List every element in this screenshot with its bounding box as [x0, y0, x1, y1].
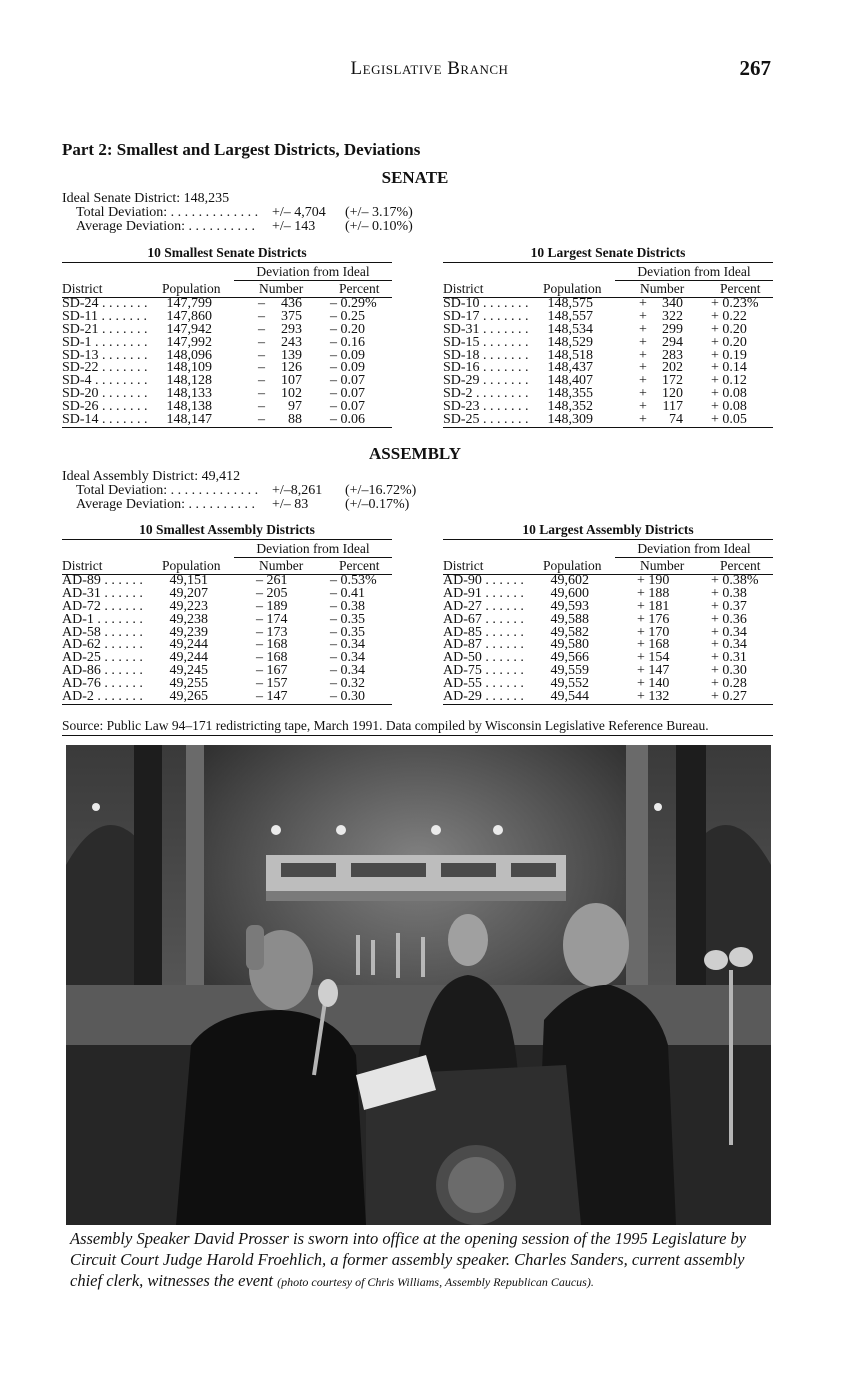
district-cell: SD-16 . . . . . . . [443, 360, 529, 376]
sign-cell: + [639, 308, 647, 324]
district-cell: SD-1 . . . . . . . . [62, 334, 148, 350]
district-header: District [443, 281, 484, 296]
senate-ideal: Ideal Senate District: 148,235 [62, 191, 230, 206]
percent-cell: – 0.34 [330, 650, 365, 666]
percent-cell: – 0.41 [330, 585, 365, 601]
deviation-header: Deviation from Ideal [637, 264, 751, 279]
senate-average-label: Average Deviation: . . . . . . . . . . [76, 219, 255, 234]
assembly-average-label: Average Deviation: . . . . . . . . . . [76, 497, 255, 512]
percent-cell: – 0.38 [330, 598, 365, 614]
number-cell: – 147 [256, 689, 288, 705]
assembly-smallest-table [62, 522, 392, 705]
number-header: Number [640, 558, 685, 573]
population-cell: 49,566 [550, 650, 589, 666]
population-cell: 49,582 [550, 624, 589, 640]
percent-cell: – 0.07 [330, 373, 365, 389]
percent-cell: + 0.27 [711, 689, 747, 705]
number-cell: + 140 [637, 676, 670, 692]
number-cell: – 174 [256, 611, 288, 627]
population-cell: 148,534 [547, 321, 593, 337]
assembly-total-value: +/–8,261 [272, 483, 323, 498]
population-header: Population [543, 558, 602, 573]
population-cell: 148,096 [166, 347, 212, 363]
district-cell: SD-25 . . . . . . . [443, 412, 529, 428]
district-cell: SD-22 . . . . . . . [62, 360, 148, 376]
district-cell: AD-62 . . . . . . [62, 637, 143, 653]
district-cell: AD-89 . . . . . . [62, 573, 143, 588]
sign-cell: + [639, 321, 647, 337]
number-cell: + 181 [637, 598, 670, 614]
number-cell: 172 [662, 373, 683, 389]
number-header: Number [259, 281, 304, 296]
district-cell: SD-17 . . . . . . . [443, 308, 529, 324]
percent-cell: – 0.09 [330, 347, 365, 363]
number-cell: – 167 [256, 663, 288, 679]
percent-cell: + 0.36 [711, 611, 747, 627]
number-cell: + 176 [637, 611, 670, 627]
sign-cell: + [639, 373, 647, 389]
number-cell: – 261 [256, 573, 288, 588]
number-cell: – 168 [256, 637, 288, 653]
table-caption: 10 Largest Senate Districts [530, 245, 686, 260]
sign-cell: – [258, 321, 265, 337]
percent-cell: + 0.28 [711, 676, 747, 692]
number-cell: 293 [281, 321, 302, 337]
number-cell: 102 [281, 386, 302, 402]
percent-cell: + 0.20 [711, 321, 747, 337]
district-cell: SD-29 . . . . . . . [443, 373, 529, 389]
page-number: 267 [739, 56, 771, 80]
table-row [443, 414, 773, 427]
population-cell: 49,600 [550, 585, 589, 601]
district-cell: AD-25 . . . . . . [62, 650, 143, 666]
number-cell: 322 [662, 308, 683, 324]
percent-cell: + 0.31 [711, 650, 747, 666]
number-cell: 88 [288, 412, 302, 428]
percent-cell: – 0.34 [330, 637, 365, 653]
district-header: District [62, 558, 103, 573]
district-cell: AD-87 . . . . . . [443, 637, 524, 653]
percent-cell: – 0.06 [330, 412, 365, 428]
population-cell: 49,593 [550, 598, 589, 614]
population-cell: 49,602 [550, 573, 589, 588]
population-cell: 49,245 [169, 663, 208, 679]
percent-cell: + 0.05 [711, 412, 747, 428]
population-cell: 147,860 [166, 308, 212, 324]
senate-smallest-table [62, 245, 392, 428]
caption-main: Assembly Speaker David Prosser is sworn into office at the opening session of the 1995 Legislature by Circuit Court Judge Harold Froehlich, a former assembly speaker. Charles Sanders, current assembly chief clerk, witnesses the event [70, 1229, 747, 1290]
number-cell: 436 [281, 296, 302, 311]
sign-cell: + [639, 296, 647, 311]
district-cell: SD-21 . . . . . . . [62, 321, 148, 337]
number-cell: + 147 [637, 663, 670, 679]
population-cell: 148,557 [547, 308, 593, 324]
source-note: Source: Public Law 94–171 redistricting tape, March 1991. Data compiled by Wisconsin Legislative Reference Bureau. [62, 718, 709, 733]
number-cell: + 190 [637, 573, 670, 588]
sign-cell: – [258, 308, 265, 324]
senate-average-pct: (+/– 0.10%) [345, 219, 413, 234]
district-cell: SD-18 . . . . . . . [443, 347, 529, 363]
district-cell: SD-20 . . . . . . . [62, 386, 148, 402]
population-cell: 148,109 [166, 360, 212, 376]
district-cell: SD-15 . . . . . . . [443, 334, 529, 350]
number-cell: 117 [662, 399, 683, 415]
sign-cell: + [639, 386, 647, 402]
percent-cell: + 0.22 [711, 308, 747, 324]
photo-caption [70, 1228, 770, 1293]
percent-cell: – 0.35 [330, 624, 365, 640]
district-cell: AD-50 . . . . . . [443, 650, 524, 666]
number-cell: 97 [288, 399, 302, 415]
number-cell: 243 [281, 334, 302, 350]
deviation-header: Deviation from Ideal [256, 264, 370, 279]
population-cell: 148,147 [166, 412, 212, 428]
population-cell: 49,544 [550, 689, 589, 705]
sign-cell: – [258, 373, 265, 389]
number-cell: – 189 [256, 598, 288, 614]
district-cell: AD-27 . . . . . . [443, 598, 524, 614]
number-cell: – 157 [256, 676, 288, 692]
percent-cell: – 0.09 [330, 360, 365, 376]
population-cell: 49,244 [169, 650, 208, 666]
percent-cell: + 0.14 [711, 360, 747, 376]
number-cell: + 168 [637, 637, 670, 653]
population-cell: 49,238 [169, 611, 208, 627]
caption-credit: (photo courtesy of Chris Williams, Assembly Republican Caucus). [277, 1275, 594, 1289]
number-cell: 120 [662, 386, 683, 402]
table-caption: 10 Largest Assembly Districts [522, 522, 694, 537]
population-cell: 148,529 [547, 334, 593, 350]
percent-cell: + 0.38% [711, 573, 759, 588]
district-cell: AD-58 . . . . . . [62, 624, 143, 640]
percent-cell: + 0.12 [711, 373, 747, 389]
swearing-in-photo [66, 745, 771, 1225]
district-cell: AD-85 . . . . . . [443, 624, 524, 640]
number-cell: 299 [662, 321, 683, 337]
percent-cell: + 0.08 [711, 386, 747, 402]
sign-cell: + [639, 399, 647, 415]
district-cell: AD-72 . . . . . . [62, 598, 143, 614]
table-body [443, 298, 773, 427]
population-cell: 148,309 [547, 412, 593, 428]
population-cell: 148,437 [547, 360, 593, 376]
sign-cell: – [258, 399, 265, 415]
number-cell: 139 [281, 347, 302, 363]
district-cell: SD-14 . . . . . . . [62, 412, 148, 428]
district-cell: AD-2 . . . . . . . [62, 689, 143, 705]
population-cell: 148,575 [547, 296, 593, 311]
senate-total-label: Total Deviation: . . . . . . . . . . . . . [76, 205, 259, 220]
percent-cell: – 0.32 [330, 676, 365, 692]
population-cell: 148,138 [166, 399, 212, 415]
percent-header: Percent [339, 558, 380, 573]
number-cell: – 168 [256, 650, 288, 666]
district-cell: SD-10 . . . . . . . [443, 296, 529, 311]
district-cell: AD-76 . . . . . . [62, 676, 143, 692]
percent-cell: – 0.07 [330, 386, 365, 402]
district-cell: AD-29 . . . . . . [443, 689, 524, 705]
district-cell: AD-75 . . . . . . [443, 663, 524, 679]
district-cell: AD-86 . . . . . . [62, 663, 143, 679]
sign-cell: – [258, 412, 265, 428]
district-cell: AD-55 . . . . . . [443, 676, 524, 692]
district-header: District [62, 281, 103, 296]
population-header: Population [162, 281, 221, 296]
population-cell: 147,942 [166, 321, 212, 337]
population-cell: 148,355 [547, 386, 593, 402]
percent-header: Percent [720, 558, 761, 573]
senate-total-pct: (+/– 3.17%) [345, 205, 413, 220]
population-cell: 49,559 [550, 663, 589, 679]
percent-cell: + 0.38 [711, 585, 747, 601]
number-cell: 202 [662, 360, 683, 376]
percent-cell: + 0.08 [711, 399, 747, 415]
percent-cell: + 0.19 [711, 347, 747, 363]
sign-cell: + [639, 334, 647, 350]
percent-cell: + 0.20 [711, 334, 747, 350]
number-cell: 340 [662, 296, 683, 311]
sign-cell: – [258, 334, 265, 350]
running-head: Legislative Branch [350, 58, 509, 79]
table-body [443, 575, 773, 704]
population-cell: 49,239 [169, 624, 208, 640]
district-cell: AD-1 . . . . . . . [62, 611, 143, 627]
district-cell: AD-67 . . . . . . [443, 611, 524, 627]
percent-cell: – 0.20 [330, 321, 365, 337]
table-row [443, 691, 773, 704]
assembly-average-pct: (+/–0.17%) [345, 497, 410, 512]
percent-cell: – 0.29% [330, 296, 377, 311]
district-cell: SD-23 . . . . . . . [443, 399, 529, 415]
percent-header: Percent [339, 281, 380, 296]
senate-heading: SENATE [381, 168, 449, 187]
deviation-header: Deviation from Ideal [256, 541, 370, 556]
number-cell: + 132 [637, 689, 670, 705]
number-cell: + 154 [637, 650, 670, 666]
population-cell: 148,518 [547, 347, 593, 363]
deviation-header: Deviation from Ideal [637, 541, 751, 556]
percent-header: Percent [720, 281, 761, 296]
district-header: District [443, 558, 484, 573]
percent-cell: + 0.34 [711, 624, 747, 640]
population-cell: 148,407 [547, 373, 593, 389]
population-cell: 49,244 [169, 637, 208, 653]
table-caption: 10 Smallest Senate Districts [147, 245, 307, 260]
percent-cell: – 0.53% [330, 573, 377, 588]
population-cell: 49,552 [550, 676, 589, 692]
population-cell: 49,151 [169, 573, 208, 588]
percent-cell: + 0.37 [711, 598, 747, 614]
number-cell: 283 [662, 347, 683, 363]
sign-cell: + [639, 347, 647, 363]
part-title: Part 2: Smallest and Largest Districts, Deviations [62, 140, 421, 159]
population-cell: 49,265 [169, 689, 208, 705]
percent-cell: – 0.16 [330, 334, 365, 350]
district-cell: AD-31 . . . . . . [62, 585, 143, 601]
assembly-ideal: Ideal Assembly District: 49,412 [62, 469, 241, 484]
senate-average-value: +/– 143 [272, 219, 316, 234]
population-cell: 148,128 [166, 373, 212, 389]
district-cell: SD-13 . . . . . . . [62, 347, 148, 363]
assembly-heading: ASSEMBLY [369, 444, 461, 463]
population-cell: 147,799 [166, 296, 212, 311]
table-body [62, 575, 392, 704]
population-cell: 147,992 [166, 334, 212, 350]
number-cell: 107 [281, 373, 302, 389]
population-cell: 49,223 [169, 598, 208, 614]
percent-cell: – 0.07 [330, 399, 365, 415]
population-cell: 49,255 [169, 676, 208, 692]
senate-total-value: +/– 4,704 [272, 205, 326, 220]
population-cell: 49,580 [550, 637, 589, 653]
district-cell: SD-2 . . . . . . . . [443, 386, 529, 402]
number-cell: 126 [281, 360, 302, 376]
district-cell: SD-4 . . . . . . . . [62, 373, 148, 389]
percent-cell: – 0.25 [330, 308, 365, 324]
table-body [62, 298, 392, 427]
population-cell: 148,133 [166, 386, 212, 402]
number-header: Number [640, 281, 685, 296]
sign-cell: – [258, 296, 265, 311]
number-cell: – 173 [256, 624, 288, 640]
assembly-average-value: +/– 83 [272, 497, 309, 512]
percent-cell: – 0.34 [330, 663, 365, 679]
number-cell: – 205 [256, 585, 288, 601]
senate-largest-table [443, 245, 773, 428]
number-cell: + 170 [637, 624, 670, 640]
population-cell: 49,207 [169, 585, 208, 601]
sign-cell: – [258, 360, 265, 376]
population-cell: 148,352 [547, 399, 593, 415]
number-cell: 294 [662, 334, 683, 350]
population-header: Population [543, 281, 602, 296]
number-cell: 375 [281, 308, 302, 324]
district-cell: AD-90 . . . . . . [443, 573, 524, 588]
sign-cell: – [258, 386, 265, 402]
number-header: Number [259, 558, 304, 573]
district-cell: SD-31 . . . . . . . [443, 321, 529, 337]
percent-cell: + 0.23% [711, 296, 759, 311]
assembly-largest-table [443, 522, 773, 705]
percent-cell: + 0.34 [711, 637, 747, 653]
number-cell: + 188 [637, 585, 670, 601]
assembly-total-pct: (+/–16.72%) [345, 483, 417, 498]
district-cell: SD-24 . . . . . . . [62, 296, 148, 311]
population-cell: 49,588 [550, 611, 589, 627]
sign-cell: – [258, 347, 265, 363]
percent-cell: – 0.35 [330, 611, 365, 627]
sign-cell: + [639, 360, 647, 376]
table-caption: 10 Smallest Assembly Districts [139, 522, 315, 537]
table-row [62, 414, 392, 427]
district-cell: SD-26 . . . . . . . [62, 399, 148, 415]
table-row [62, 691, 392, 704]
district-cell: AD-91 . . . . . . [443, 585, 524, 601]
population-header: Population [162, 558, 221, 573]
assembly-total-label: Total Deviation: . . . . . . . . . . . . . [76, 483, 259, 498]
district-cell: SD-11 . . . . . . . [62, 308, 148, 324]
percent-cell: – 0.30 [330, 689, 365, 705]
source-rule [62, 735, 773, 736]
number-cell: 74 [669, 412, 683, 428]
sign-cell: + [639, 412, 647, 428]
percent-cell: + 0.30 [711, 663, 747, 679]
